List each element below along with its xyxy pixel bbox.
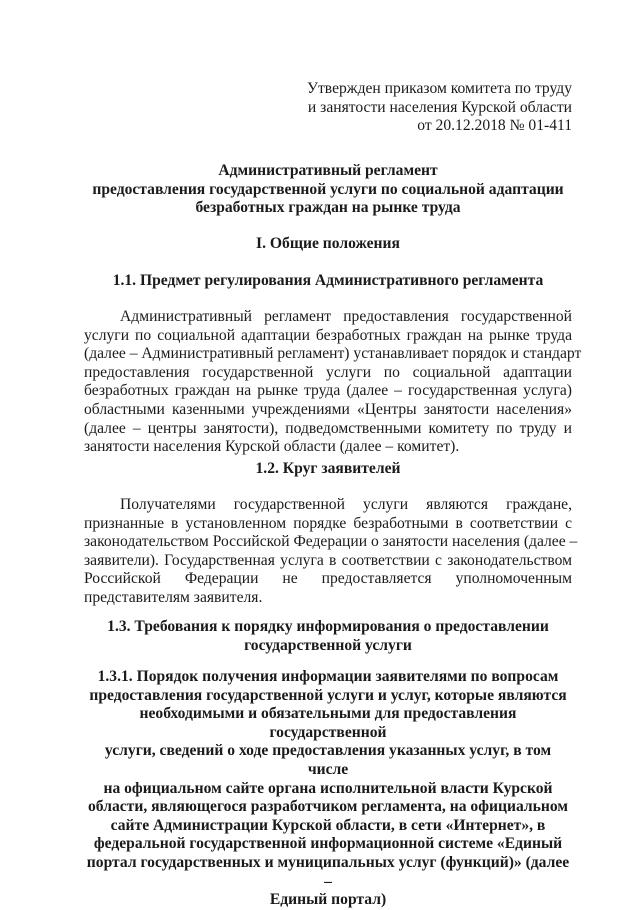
paragraph xyxy=(84,308,582,457)
approval-line: Утвержден приказом комитета по труду xyxy=(306,80,572,97)
heading-line: услуги, сведений о ходе предоставления указанных услуг, в том числе xyxy=(104,742,552,778)
paragraph-line: заявители). Государственная услуга в соответствии с законодательством xyxy=(84,551,572,569)
approval-stamp xyxy=(272,80,572,136)
paragraph-line: (далее – Административный регламент) устанавливает порядок и стандарт xyxy=(84,345,582,363)
paragraph-line: законодательством Российской Федерации о занятости населения (далее – xyxy=(84,533,578,551)
document-title xyxy=(84,162,572,218)
paragraph-line: представителям заявителя. xyxy=(84,588,263,606)
heading-line: области, являющегося разработчиком регламента, на официальном xyxy=(88,798,568,816)
paragraph-line: (далее – центры занятости), подведомственными комитету по труду и xyxy=(84,419,572,437)
heading-line: федеральной государственной информационной системе «Единый xyxy=(93,835,563,853)
heading-line: сайте Администрации Курской области, в сети «Интернет», в xyxy=(110,816,546,834)
paragraph-line: безработных граждан на рынке труда (далее – государственная услуга) xyxy=(84,382,572,400)
paragraph-line: услуги по социальной адаптации безработных граждан на рынке труда xyxy=(84,326,572,344)
subsection-heading: 1.2. Круг заявителей xyxy=(255,460,401,477)
paragraph-line: Российской Федерации не предоставляется уполномоченным xyxy=(84,570,572,588)
paragraph xyxy=(84,496,578,608)
subsection-heading: 1.1. Предмет регулирования Административного регламента xyxy=(112,272,544,289)
heading-line: необходимыми и обязательными для предоставления государственной xyxy=(139,705,517,741)
paragraph-line: Получателями государственной услуги являются граждане, xyxy=(120,496,572,513)
approval-line: и занятости населения Курской области xyxy=(307,98,572,116)
paragraph-line: предоставления государственной услуги по социальной адаптации xyxy=(84,363,572,381)
title-line: Административный регламент xyxy=(218,162,438,179)
subsubsection-heading xyxy=(84,668,572,910)
heading-line: портал государственных и муниципальных услуг (функций)» (далее – xyxy=(86,853,570,890)
title-line: предоставления государственной услуги по социальной адаптации xyxy=(92,180,564,198)
heading-line: на официальном сайте органа исполнительной власти Курской xyxy=(103,779,553,797)
approval-line: от 20.12.2018 № 01-411 xyxy=(417,117,572,135)
heading-line: 1.3.1. Порядок получения информации заявителями по вопросам xyxy=(97,668,559,685)
heading-line: 1.3. Требования к порядку информирования о предоставлении xyxy=(107,618,549,635)
heading-line: государственной услуги xyxy=(244,636,412,654)
section-heading: I. Общие положения xyxy=(256,235,400,252)
paragraph-line: признанные в установленном порядке безработными в соответствии с xyxy=(84,514,572,532)
title-line: безработных граждан на рынке труда xyxy=(195,199,461,217)
heading-line: предоставления государственной услуги и услуг, которые являются xyxy=(89,686,567,704)
heading-line: Единый портал) xyxy=(269,891,387,909)
subsection-heading xyxy=(84,618,572,655)
paragraph-line: областными казенными учреждениями «Центры занятости населения» xyxy=(84,400,572,418)
paragraph-line: занятости населения Курской области (далее – комитет). xyxy=(84,438,460,456)
paragraph-line: Административный регламент предоставления государственной xyxy=(120,308,572,325)
